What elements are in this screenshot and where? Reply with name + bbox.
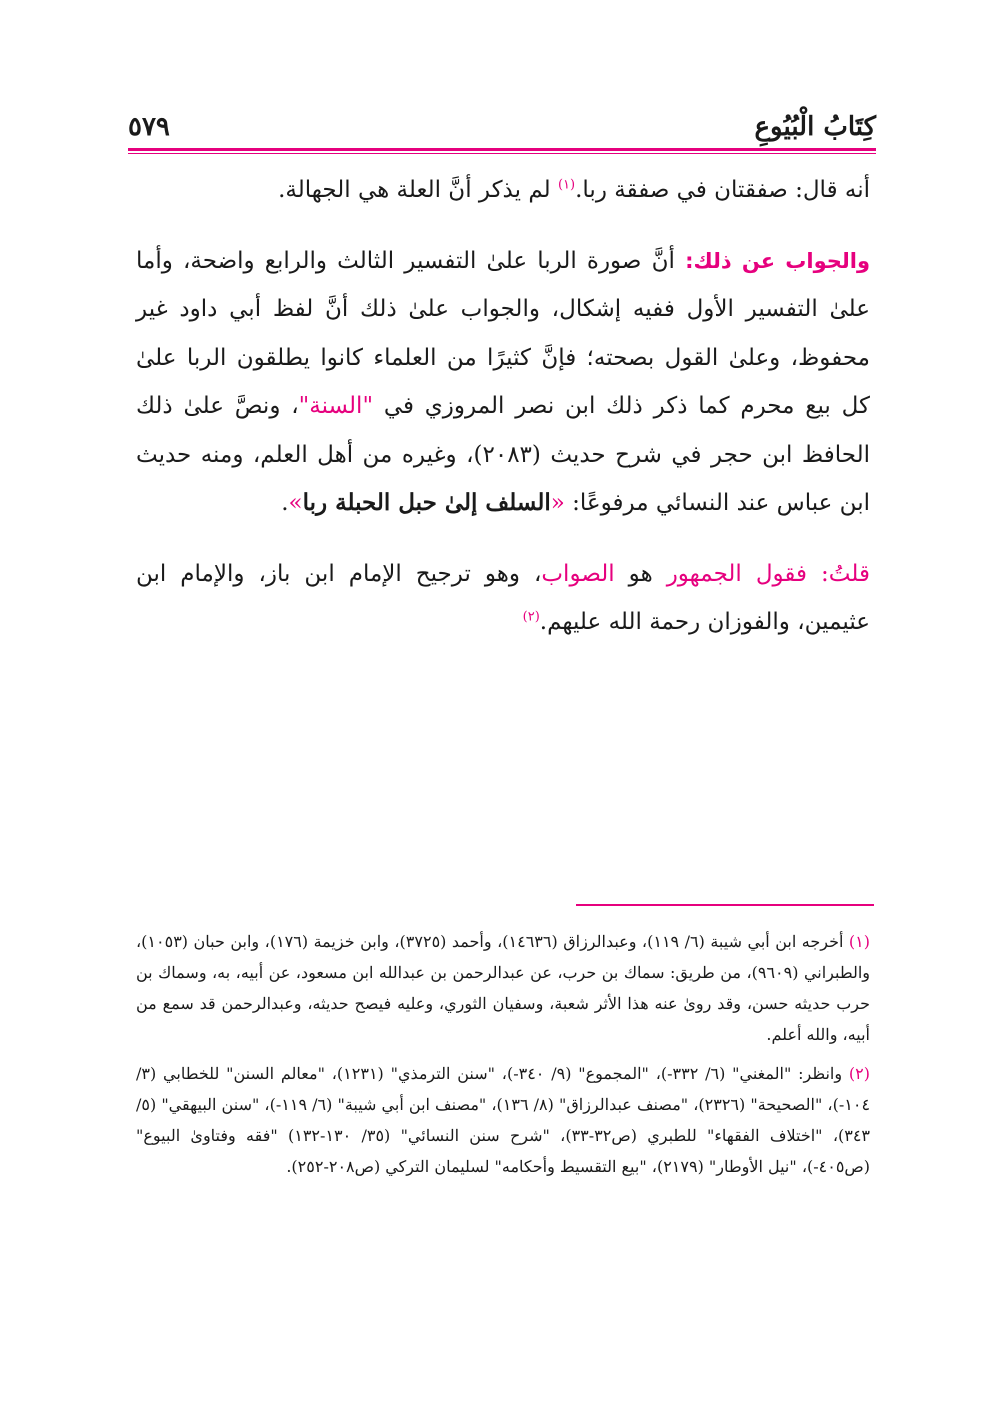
footnote-ref-1[interactable]: (١) (557, 177, 576, 193)
p2-end: . (281, 490, 289, 516)
paragraph-2 (136, 237, 870, 528)
p1-text: أنه قال: صفقتان في صفقة ربا. (575, 177, 870, 203)
footnote-ref-2[interactable]: (٢) (522, 609, 540, 625)
header-rule-thick (128, 148, 876, 151)
footnote-1 (136, 926, 870, 1050)
footnote-2-number: (٢) (848, 1064, 870, 1083)
book-title-sunna: "السنة" (298, 393, 374, 419)
paragraph-1 (136, 166, 870, 215)
p1-tail: لم يذكر أنَّ العلة هي الجهالة. (278, 177, 558, 203)
p3-text-a: هو (614, 560, 667, 587)
chapter-title: كِتَابُ الْبُيُوعِ (754, 112, 876, 142)
majority-view: فقول الجمهور (666, 560, 822, 587)
paragraph-3 (136, 550, 870, 647)
footnote-1-number: (١) (848, 932, 870, 951)
page-header (128, 108, 876, 148)
p2-text-a: أنَّ صورة الربا علىٰ التفسير الثالث والرابع واضحة، وأما علىٰ التفسير الأول ففيه إشكال، والجواب علىٰ ذلك أنَّ لفظ أبي داود غير محفوظ، وعلىٰ القول بصحته؛ فإنَّ كثيرًا من العلماء كانوا يطلقون الربا علىٰ كل بيع محرم كما ذكر ذلك ابن نصر المروزي في (136, 247, 870, 419)
p2-text-b: ، ونصَّ علىٰ ذلك الحافظ ابن حجر في شرح حديث (٢٠٨٣)، وغيره من أهل العلم، ومنه حديث ابن عباس عند النسائي مرفوعًا: (136, 393, 870, 516)
page-number: ٥٧٩ (128, 112, 170, 142)
footnote-2 (136, 1058, 870, 1182)
answer-lead: والجواب عن ذلك: (685, 248, 871, 273)
quote-close: » (288, 490, 303, 516)
main-text (136, 166, 870, 647)
footnote-separator (576, 904, 874, 906)
footnote-2-text: وانظر: "المغني" (٦/ ٣٣٢-)، "المجموع" (٩/ ٣٤٠-)، "سنن الترمذي" (١٢٣١)، "معالم السنن" للخطابي (٣/ ١٠٤-)، "الصحيحة" (٢٣٢٦)، "مصنف عبدالرزاق" (٨/ ١٣٦)، "مصنف ابن أبي شيبة" (٦/ ١١٩-)، "سنن البيهقي" (٥/ ٣٤٣)، "اختلاف الفقهاء" للطبري (ص٣٢-٣٣)، "شرح سنن النسائي" (٣٥/ ١٣٠-١٣٢) "فقه وفتاوىٰ البيوع" (ص٤٠٥-)، "نيل الأوطار" (٢١٧٩)، "بيع التقسيط وأحكامه" لسليمان التركي (ص٢٠٨-٢٥٢). (136, 1064, 871, 1176)
footnotes (136, 926, 870, 1182)
hadith-text: السلف إلىٰ حبل الحبلة ربا (302, 489, 551, 516)
qult-label: قلتُ: (821, 560, 870, 587)
correct-word: الصواب (541, 560, 615, 587)
p3-text-b: ، وهو ترجيح الإمام ابن باز، والإمام ابن عثيمين، والفوزان رحمة الله عليهم. (136, 560, 870, 635)
footnote-1-text: أخرجه ابن أبي شيبة (٦/ ١١٩)، وعبدالرزاق (١٤٦٣٦)، وأحمد (٣٧٢٥)، وابن خزيمة (١٧٦)، وابن حبان (١٠٥٣)، والطبراني (٩٦٠٩)، من طريق: سماك بن حرب، عن عبدالرحمن بن عبدالله ابن مسعود، عن أبيه، به، وسماك بن حرب حديثه حسن، وقد روىٰ عنه هذا الأثر شعبة، وسفيان الثوري، وعليه فيصح حديثه، وعبدالرحمن قد سمع من أبيه، والله أعلم. (136, 932, 871, 1044)
header-rule-thin (128, 153, 876, 154)
quote-open: « (550, 490, 565, 516)
